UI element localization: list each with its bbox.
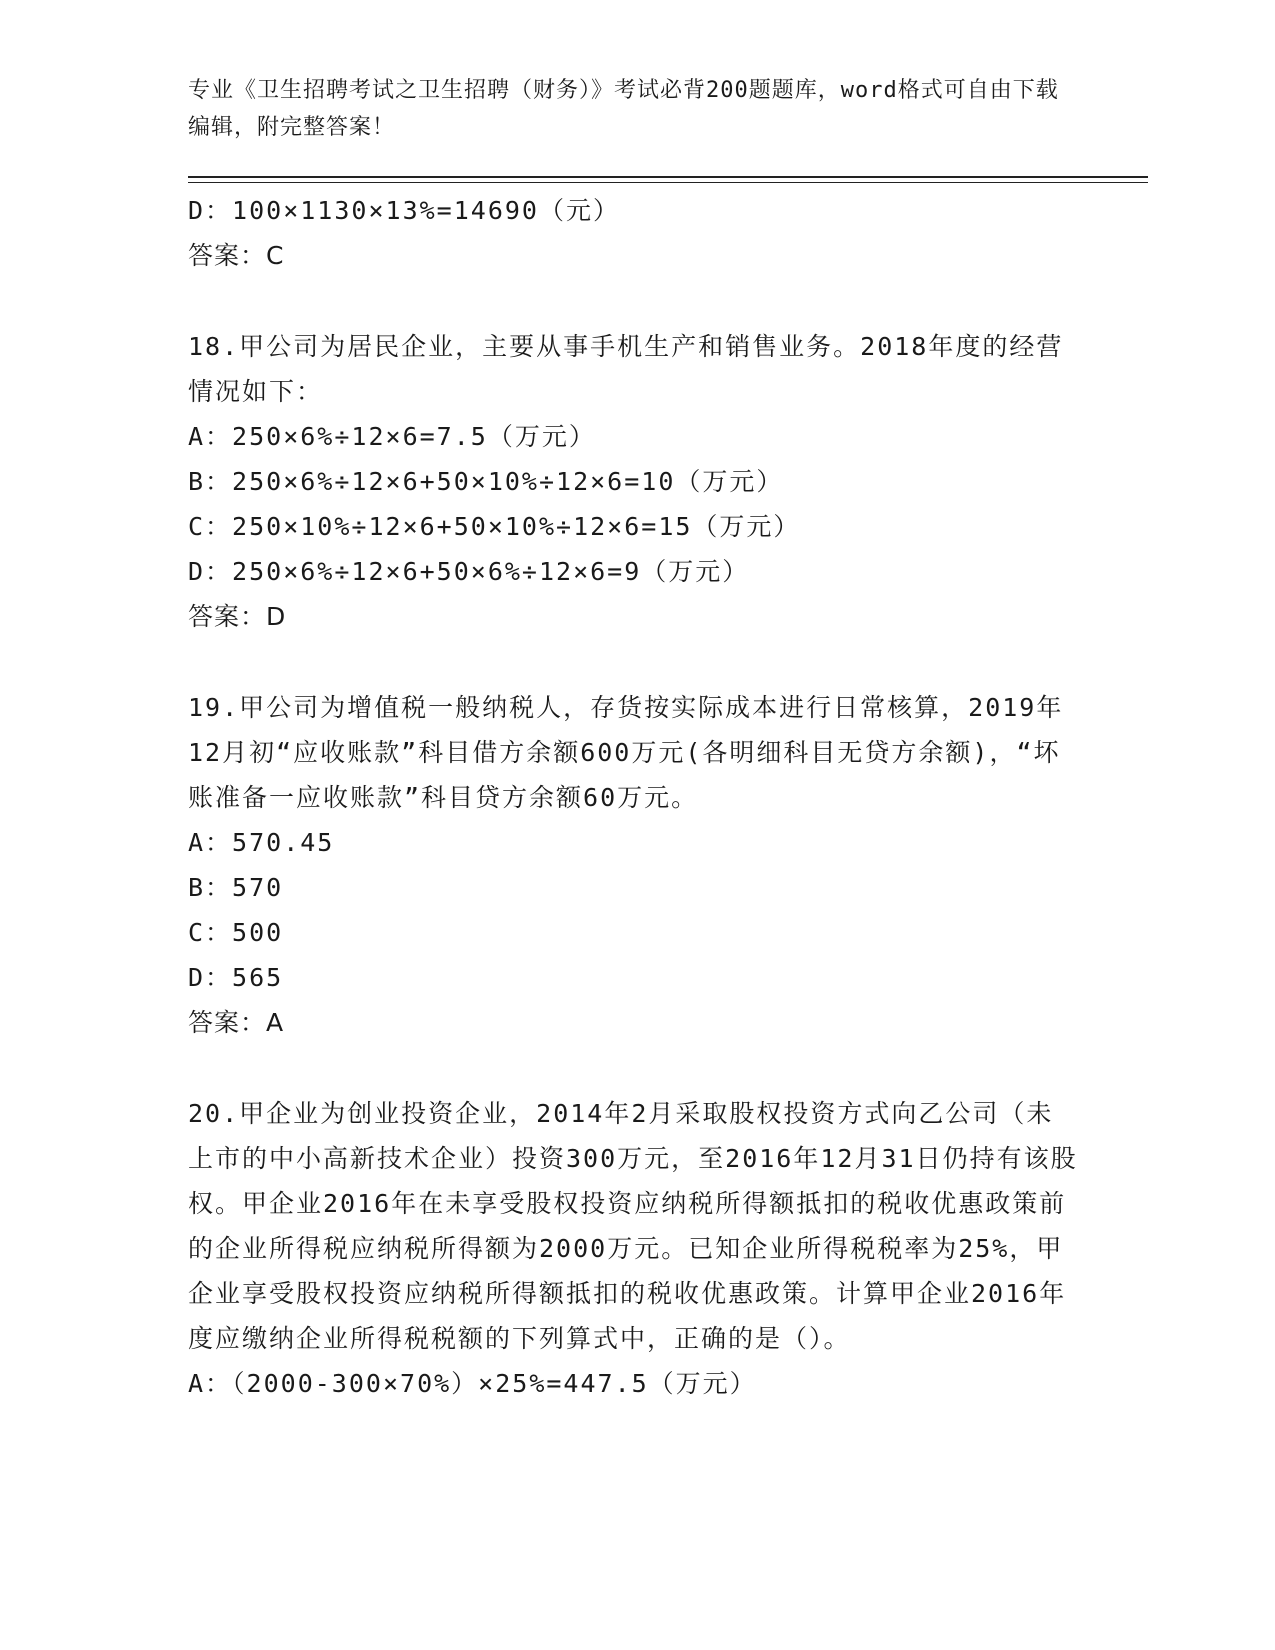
header-rule-thin <box>188 182 1148 183</box>
previous-question-tail <box>188 188 1088 278</box>
option-a: A：250×6%÷12×6=7.5（万元） <box>188 422 596 451</box>
question-text: 20.甲企业为创业投资企业，2014年2月采取股权投资方式向乙公司（未上市的中小高新技术企业）投资300万元，至2016年12月31日仍持有该股权。甲企业2016年在未享受股权投资应纳税所得额抵扣的税收优惠政策前的企业所得税应纳税所得额为2000万元。已知企业所得税税率为25%，甲企业享受股权投资应纳税所得额抵扣的税收优惠政策。计算甲企业2016年度应缴纳企业所得税税额的下列算式中，正确的是（）。 <box>188 1099 1078 1353</box>
option-c: C：500 <box>188 918 284 947</box>
page-header: 专业《卫生招聘考试之卫生招聘（财务）》考试必背200题题库，word格式可自由下载编辑，附完整答案！ <box>188 78 1059 140</box>
question-18 <box>188 324 1088 639</box>
answer-line: 答案：D <box>188 602 287 631</box>
question-19 <box>188 685 1088 1045</box>
option-b: B：250×6%÷12×6+50×10%÷12×6=10（万元） <box>188 467 784 496</box>
option-a: A：（2000-300×70%）×25%=447.5（万元） <box>188 1369 757 1398</box>
option-a: A：570.45 <box>188 828 335 857</box>
option-d: D：565 <box>188 963 284 992</box>
question-text: 19.甲公司为增值税一般纳税人，存货按实际成本进行日常核算，2019年12月初“应收账款”科目借方余额600万元(各明细科目无贷方余额)，“坏账准备一应收账款”科目贷方余额60万元。 <box>188 693 1064 812</box>
question-20 <box>188 1091 1088 1406</box>
header-rule-thick <box>188 176 1148 178</box>
answer-line: 答案：C <box>188 241 285 270</box>
option-c: C：250×10%÷12×6+50×10%÷12×6=15（万元） <box>188 512 801 541</box>
answer-line: 答案：A <box>188 1008 285 1037</box>
question-text: 18.甲公司为居民企业，主要从事手机生产和销售业务。2018年度的经营情况如下： <box>188 332 1064 406</box>
option-b: B：570 <box>188 873 284 902</box>
option-d: D：250×6%÷12×6+50×6%÷12×6=9（万元） <box>188 557 750 586</box>
document-body <box>188 188 1088 1406</box>
option-d: D：100×1130×13%=14690（元） <box>188 196 620 225</box>
